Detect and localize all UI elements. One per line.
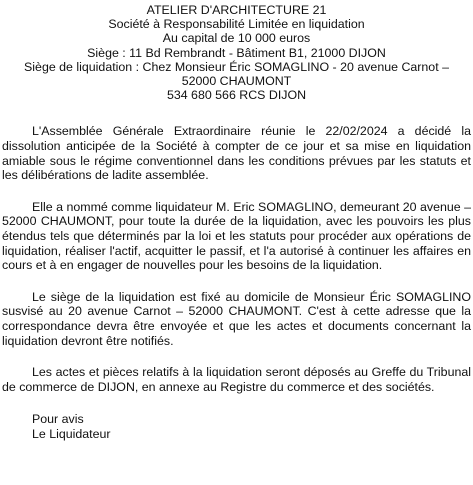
head-office-address: Siège : 11 Bd Rembrandt - Bâtiment B1, 21000 DIJON bbox=[87, 45, 386, 60]
rcs-registration: 534 680 566 RCS DIJON bbox=[166, 88, 307, 103]
company-name: ATELIER D'ARCHITECTURE 21 bbox=[146, 3, 327, 17]
notice-header bbox=[2, 3, 471, 102]
filing-paragraph: Les actes et pièces relatifs à la liquidation seront déposés au Greffe du Tribunal de commerce de DIJON, en annexe au Registre du commerce et des sociétés. bbox=[2, 365, 471, 394]
signatory-title: Le Liquidateur bbox=[32, 426, 111, 441]
notice-signature bbox=[2, 412, 471, 441]
share-capital: Au capital de 10 000 euros bbox=[162, 31, 311, 46]
liquidation-office-paragraph: Le siège de la liquidation est fixé au domicile de Monsieur Éric SOMAGLINO susvisé au 20 avenue Carnot – 52000 CHAUMONT. C'est à cette adresse que la correspondance devra être envoyée et que les actes et documents concernant la liquidation devront être notifiés. bbox=[2, 289, 471, 348]
notice-body bbox=[2, 124, 471, 394]
pour-avis-label: Pour avis bbox=[32, 412, 84, 427]
liquidation-office-address: Siège de liquidation : Chez Monsieur Éric SOMAGLINO - 20 avenue Carnot – bbox=[24, 59, 449, 74]
dissolution-paragraph: L'Assemblée Générale Extraordinaire réunie le 22/02/2024 a décidé la dissolution anticipée de la Société à compter de ce jour et sa mise en liquidation amiable sous le régime conventionnel dans les conditions prévues par les statuts et les délibérations de ladite assemblée. bbox=[2, 124, 471, 183]
liquidation-office-city: 52000 CHAUMONT bbox=[181, 74, 292, 89]
liquidator-appointment-paragraph: Elle a nommé comme liquidateur M. Eric SOMAGLINO, demeurant 20 avenue – 52000 CHAUMONT, pour toute la durée de la liquidation, avec les pouvoirs les plus étendus tels que déterminés par la loi et les statuts pour procéder aux opérations de liquidation, réaliser l'actif, acquitter le passif, et l'a autorisé à continuer les affaires en cours et à en engager de nouvelles pour les besoins de la liquidation. bbox=[2, 199, 471, 273]
legal-form: Société à Responsabilité Limitée en liquidation bbox=[108, 17, 365, 32]
